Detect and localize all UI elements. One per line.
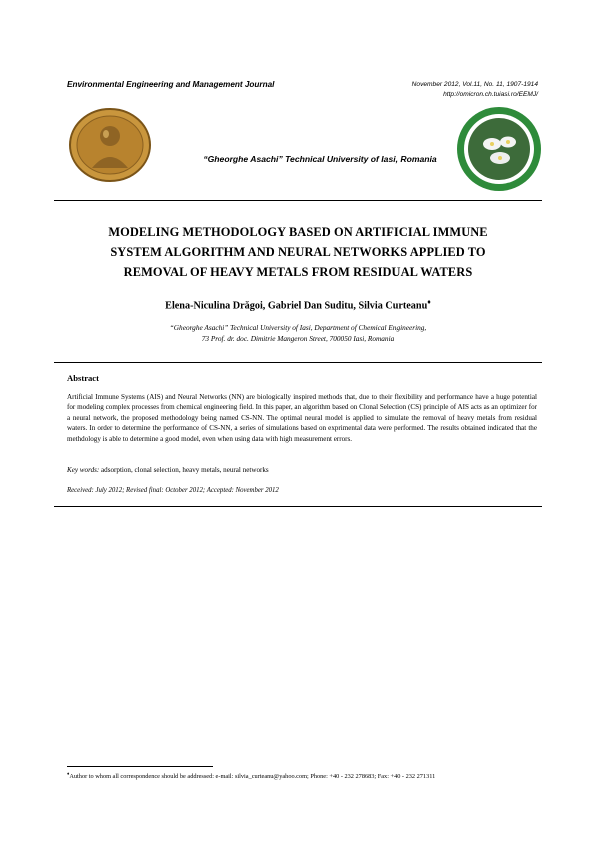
- abstract-heading: Abstract: [67, 373, 99, 383]
- author-names: Elena-Niculina Drăgoi, Gabriel Dan Suditu, Silvia Curteanu: [165, 300, 428, 312]
- affiliation-line: “Gheorghe Asachi” Technical University of Iasi, Department of Chemical Engineering,: [169, 323, 427, 332]
- affiliation: [60, 323, 536, 344]
- corresponding-author-mark: ♦: [427, 298, 431, 306]
- footnote-mark: ♦: [67, 771, 70, 776]
- received-dates: Received: July 2012; Revised final: October 2012; Accepted: November 2012: [67, 487, 279, 494]
- keywords-list: adsorption, clonal selection, heavy metals, neural networks: [101, 466, 269, 474]
- footnote-text: Author to whom all correspondence should be addressed: e-mail: silvia_curteanu@yahoo.com; Phone: +40 - 232 278683; Fax: +40 - 232 271311: [69, 773, 436, 781]
- keywords: [67, 466, 537, 474]
- title-line: SYSTEM ALGORITHM AND NEURAL NETWORKS APPLIED TO: [110, 245, 486, 259]
- issue-line: November 2012, Vol.11, No. 11, 1907-1914: [411, 81, 538, 88]
- abstract-bottom-rule: [54, 506, 542, 507]
- authors: [60, 298, 536, 311]
- issue-info: [412, 80, 538, 99]
- footnote: [67, 771, 547, 780]
- journal-url[interactable]: http://omicron.ch.tuiasi.ro/EEMJ/: [443, 90, 538, 98]
- university-line: “Gheorghe Asachi” Technical University of Iasi, Romania: [203, 154, 437, 164]
- title-line: MODELING METHODOLOGY BASED ON ARTIFICIAL IMMUNE: [108, 225, 488, 239]
- abstract-text: Artificial Immune Systems (AIS) and Neural Networks (NN) are biologically inspired methods that, due to their flexibility and performance have a huge potential for modeling complex processes from chemical engineering field. In this paper, an algorithm based on Clonal Selection (CS) principle of AIS acts as an optimizer for a neural network, the proposed methodology being named CS-NN. The optimal neural model is applied to simulate the removal of heavy metals from residual waters. In order to determine the performance of CS-NN, a series of simulations based on exprimental data were performed. The results obtained indicated that the methdology is able to determine a good model, even when using data with high measurement errors.: [67, 393, 537, 443]
- medal-portrait-logo: [66, 106, 154, 184]
- header-rule: [54, 200, 542, 201]
- footnote-rule: [67, 766, 213, 767]
- water-lily-emblem-logo: [456, 106, 542, 192]
- abstract-top-rule: [54, 362, 542, 363]
- paper-title: [70, 222, 526, 282]
- title-line: REMOVAL OF HEAVY METALS FROM RESIDUAL WATERS: [123, 265, 473, 279]
- journal-name: Environmental Engineering and Management Journal: [67, 80, 275, 89]
- affiliation-line: 73 Prof. dr. doc. Dimitrie Mangeron Street, 700050 Iasi, Romania: [201, 333, 395, 343]
- keywords-label: Key words:: [67, 466, 100, 474]
